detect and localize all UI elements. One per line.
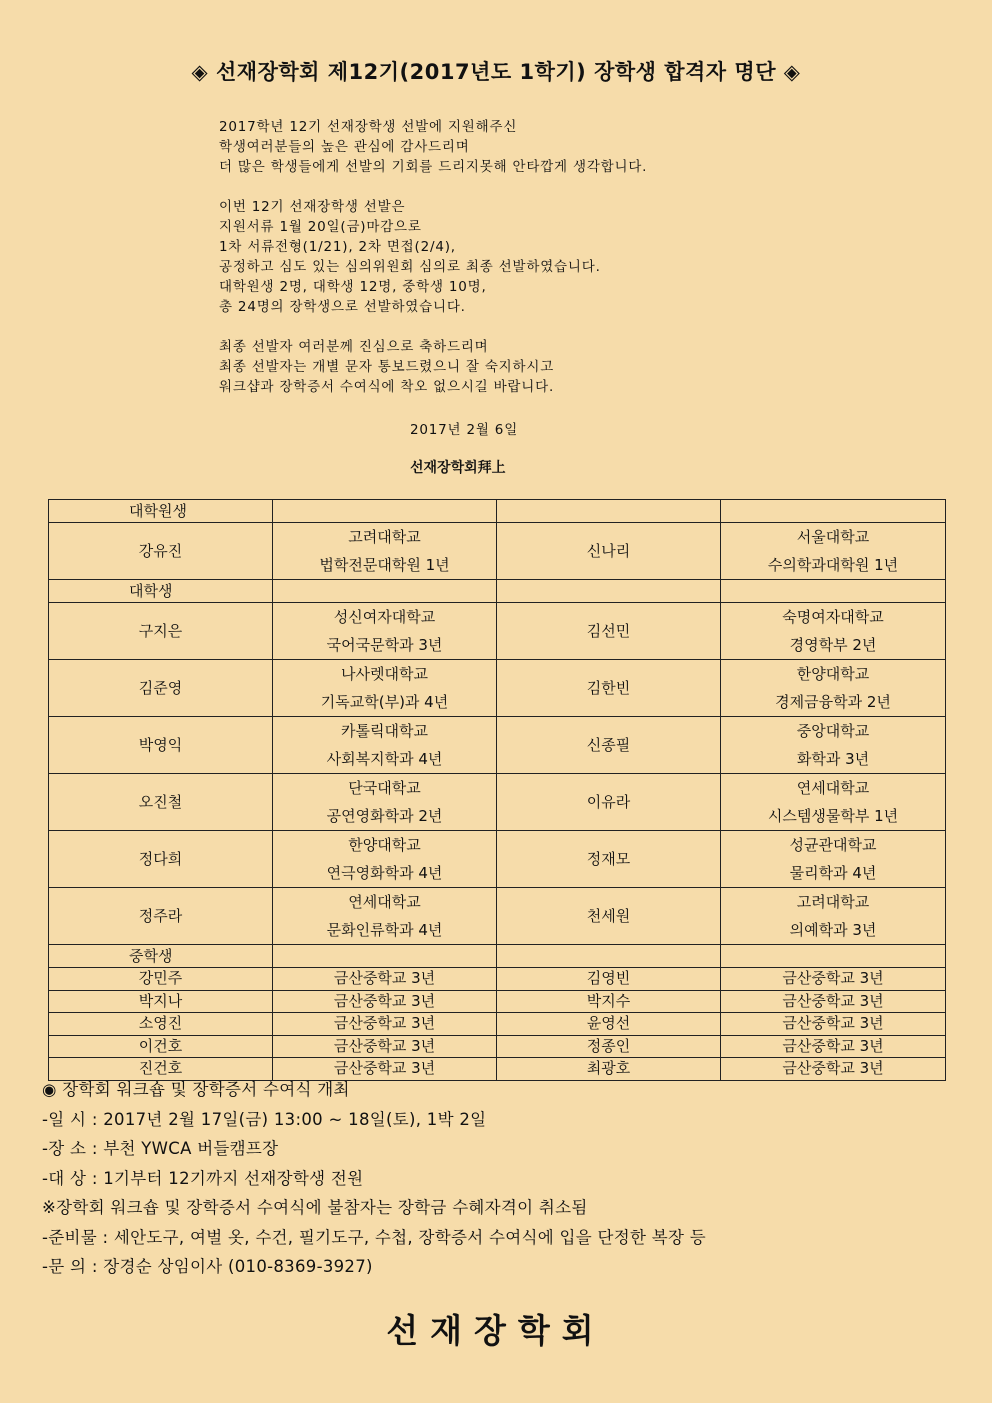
intro-line: 이번 12기 선재장학생 선발은 xyxy=(219,199,406,215)
table-row xyxy=(49,660,946,717)
department-year: 경영학부 2년 xyxy=(789,636,877,654)
intro-blank-line xyxy=(219,177,859,197)
student-name: 김준영 xyxy=(49,660,273,717)
school-cell-lines xyxy=(721,717,945,773)
student-name: 최광호 xyxy=(497,1058,721,1081)
empty-cell xyxy=(721,580,946,603)
student-name: 정재모 xyxy=(497,831,721,888)
student-school xyxy=(721,603,946,660)
school-cell-lines xyxy=(273,888,496,944)
department-year: 시스템생물학부 1년 xyxy=(767,807,899,825)
department-year: 의예학과 3년 xyxy=(789,921,877,939)
department-year: 경제금융학과 2년 xyxy=(775,693,891,711)
student-name: 박영익 xyxy=(49,717,273,774)
school-cell-lines xyxy=(273,603,496,659)
school-name: 성균관대학교 xyxy=(789,836,877,854)
school-cell-lines xyxy=(721,660,945,716)
student-name: 김한빈 xyxy=(497,660,721,717)
intro-line: 2017학년 12기 선재장학생 선발에 지원해주신 xyxy=(219,119,518,135)
table-row xyxy=(49,774,946,831)
student-name: 정주라 xyxy=(49,888,273,945)
school-cell-lines xyxy=(721,774,945,830)
student-name: 강유진 xyxy=(49,523,273,580)
school-name: 고려대학교 xyxy=(796,893,870,911)
school-cell-lines xyxy=(273,774,496,830)
student-name: 박지나 xyxy=(49,990,273,1013)
school-name: 한양대학교 xyxy=(796,665,870,683)
student-school xyxy=(721,660,946,717)
intro-line: 최종 선발자 여러분께 진심으로 축하드리며 xyxy=(219,339,489,355)
school-cell-lines xyxy=(273,717,496,773)
student-school: 금산중학교 3년 xyxy=(721,968,946,991)
table-row xyxy=(49,603,946,660)
school-cell-lines xyxy=(273,660,496,716)
school-name: 서울대학교 xyxy=(796,528,870,546)
student-name: 진건호 xyxy=(49,1058,273,1081)
table-row xyxy=(49,888,946,945)
table-row xyxy=(49,968,946,991)
page-title: ◈ 선재장학회 제12기(2017년도 1학기) 장학생 합격자 명단 ◈ xyxy=(191,60,801,84)
student-school xyxy=(273,660,497,717)
intro-line: 더 많은 학생들에게 선발의 기회를 드리지못해 안타깝게 생각합니다. xyxy=(219,159,648,175)
intro-line: 총 24명의 장학생으로 선발하였습니다. xyxy=(219,299,466,315)
student-name: 소영진 xyxy=(49,1013,273,1036)
school-name: 고려대학교 xyxy=(348,528,421,546)
student-name: 강민주 xyxy=(49,968,273,991)
department-year: 화학과 3년 xyxy=(796,750,870,768)
empty-cell xyxy=(497,945,721,968)
intro-line: 워크샵과 장학증서 수여식에 착오 없으시길 바랍니다. xyxy=(219,379,555,395)
signature: 선재장학회拜上 xyxy=(410,460,506,476)
roster-body xyxy=(49,500,946,1081)
notice-line: -장 소 : 부천 YWCA 버들캠프장 xyxy=(42,1139,279,1158)
document-date: 2017년 2월 6일 xyxy=(410,422,519,438)
student-school xyxy=(273,717,497,774)
student-name: 신나리 xyxy=(497,523,721,580)
student-school xyxy=(273,831,497,888)
school-name: 카톨릭대학교 xyxy=(341,722,428,740)
empty-cell xyxy=(497,500,721,523)
department-year: 물리학과 4년 xyxy=(789,864,877,882)
student-school: 금산중학교 3년 xyxy=(273,1035,497,1058)
event-notice xyxy=(42,1075,942,1282)
table-row xyxy=(49,831,946,888)
student-name: 천세원 xyxy=(497,888,721,945)
school-name: 단국대학교 xyxy=(348,779,421,797)
table-row xyxy=(49,717,946,774)
school-cell-lines xyxy=(721,888,945,944)
empty-cell xyxy=(721,500,946,523)
intro-line: 학생여러분들의 높은 관심에 감사드리며 xyxy=(219,139,470,155)
table-row xyxy=(49,990,946,1013)
student-school xyxy=(273,523,497,580)
intro-line: 대학원생 2명, 대학생 12명, 중학생 10명, xyxy=(219,279,487,295)
school-name: 성신여자대학교 xyxy=(333,608,436,626)
section-label: 대학원생 xyxy=(49,500,273,523)
section-label: 중학생 xyxy=(49,945,273,968)
school-name: 숙명여자대학교 xyxy=(782,608,884,626)
student-name: 이건호 xyxy=(49,1035,273,1058)
intro-blank-line xyxy=(219,317,859,337)
student-school xyxy=(273,774,497,831)
student-school xyxy=(721,523,946,580)
school-cell-lines xyxy=(721,523,945,579)
student-name: 윤영선 xyxy=(497,1013,721,1036)
notice-line: -준비물 : 세안도구, 여벌 옷, 수건, 필기도구, 수첩, 장학증서 수여식에 입을 단정한 복장 등 xyxy=(42,1227,707,1247)
table-row xyxy=(49,1035,946,1058)
intro-line: 최종 선발자는 개별 문자 통보드렸으니 잘 숙지하시고 xyxy=(219,359,555,375)
school-cell-lines xyxy=(273,523,496,579)
student-school: 금산중학교 3년 xyxy=(273,1013,497,1036)
student-school: 금산중학교 3년 xyxy=(721,1058,946,1081)
empty-cell xyxy=(721,945,946,968)
notice-line: -대 상 : 1기부터 12기까지 선재장학생 전원 xyxy=(42,1168,364,1188)
notice-line: -문 의 : 장경순 상임이사 (010-8369-3927) xyxy=(42,1257,373,1276)
department-year: 공연영화학과 2년 xyxy=(326,807,443,825)
school-name: 한양대학교 xyxy=(348,836,421,854)
student-name: 신종필 xyxy=(497,717,721,774)
student-school xyxy=(273,888,497,945)
school-cell-lines xyxy=(721,831,945,887)
table-row xyxy=(49,523,946,580)
student-school: 금산중학교 3년 xyxy=(273,968,497,991)
section-header-row xyxy=(49,500,946,523)
student-name: 이유라 xyxy=(497,774,721,831)
student-name: 박지수 xyxy=(497,990,721,1013)
student-school xyxy=(721,717,946,774)
student-school: 금산중학교 3년 xyxy=(721,990,946,1013)
table-row xyxy=(49,1013,946,1036)
empty-cell xyxy=(497,580,721,603)
notice-line: -일 시 : 2017년 2월 17일(금) 13:00 ~ 18일(토), 1박 2일 xyxy=(42,1109,487,1129)
department-year: 국어국문학과 3년 xyxy=(326,636,443,654)
student-name: 오진철 xyxy=(49,774,273,831)
department-year: 법학전문대학원 1년 xyxy=(319,556,450,574)
student-name: 정종인 xyxy=(497,1035,721,1058)
school-cell-lines xyxy=(721,603,945,659)
notice-line: ※장학회 워크숍 및 장학증서 수여식에 불참자는 장학금 수혜자격이 취소됨 xyxy=(42,1198,588,1217)
student-name: 구지은 xyxy=(49,603,273,660)
intro-line: 지원서류 1월 20일(금)마감으로 xyxy=(219,219,422,235)
student-name: 김영빈 xyxy=(497,968,721,991)
empty-cell xyxy=(273,945,497,968)
department-year: 수의학과대학원 1년 xyxy=(767,556,899,574)
department-year: 문화인류학과 4년 xyxy=(326,921,443,939)
student-school xyxy=(721,831,946,888)
intro-text xyxy=(219,117,859,397)
department-year: 사회복지학과 4년 xyxy=(326,750,443,768)
school-cell-lines xyxy=(273,831,496,887)
student-school xyxy=(721,888,946,945)
student-school: 금산중학교 3년 xyxy=(721,1013,946,1036)
school-name: 중앙대학교 xyxy=(796,722,870,740)
student-school: 금산중학교 3년 xyxy=(721,1035,946,1058)
student-school: 금산중학교 3년 xyxy=(273,990,497,1013)
section-header-row xyxy=(49,580,946,603)
school-name: 연세대학교 xyxy=(348,893,421,911)
empty-cell xyxy=(273,500,497,523)
student-name: 정다희 xyxy=(49,831,273,888)
department-year: 연극영화학과 4년 xyxy=(326,864,443,882)
notice-heading: ◉ 장학회 워크숍 및 장학증서 수여식 개최 xyxy=(42,1080,350,1099)
student-school: 금산중학교 3년 xyxy=(273,1058,497,1081)
student-school xyxy=(721,774,946,831)
section-header-row xyxy=(49,945,946,968)
empty-cell xyxy=(273,580,497,603)
student-school xyxy=(273,603,497,660)
intro-line: 1차 서류전형(1/21), 2차 면접(2/4), xyxy=(219,239,456,255)
department-year: 기독교학(부)과 4년 xyxy=(320,693,449,711)
intro-line: 공정하고 심도 있는 심의위원회 심의로 최종 선발하였습니다. xyxy=(219,259,601,275)
roster-table xyxy=(48,499,946,1081)
school-name: 연세대학교 xyxy=(796,779,870,797)
section-label: 대학생 xyxy=(49,580,273,603)
footer-organization: 선재장학회 xyxy=(386,1311,606,1350)
student-name: 김선민 xyxy=(497,603,721,660)
school-name: 나사렛대학교 xyxy=(341,665,428,683)
